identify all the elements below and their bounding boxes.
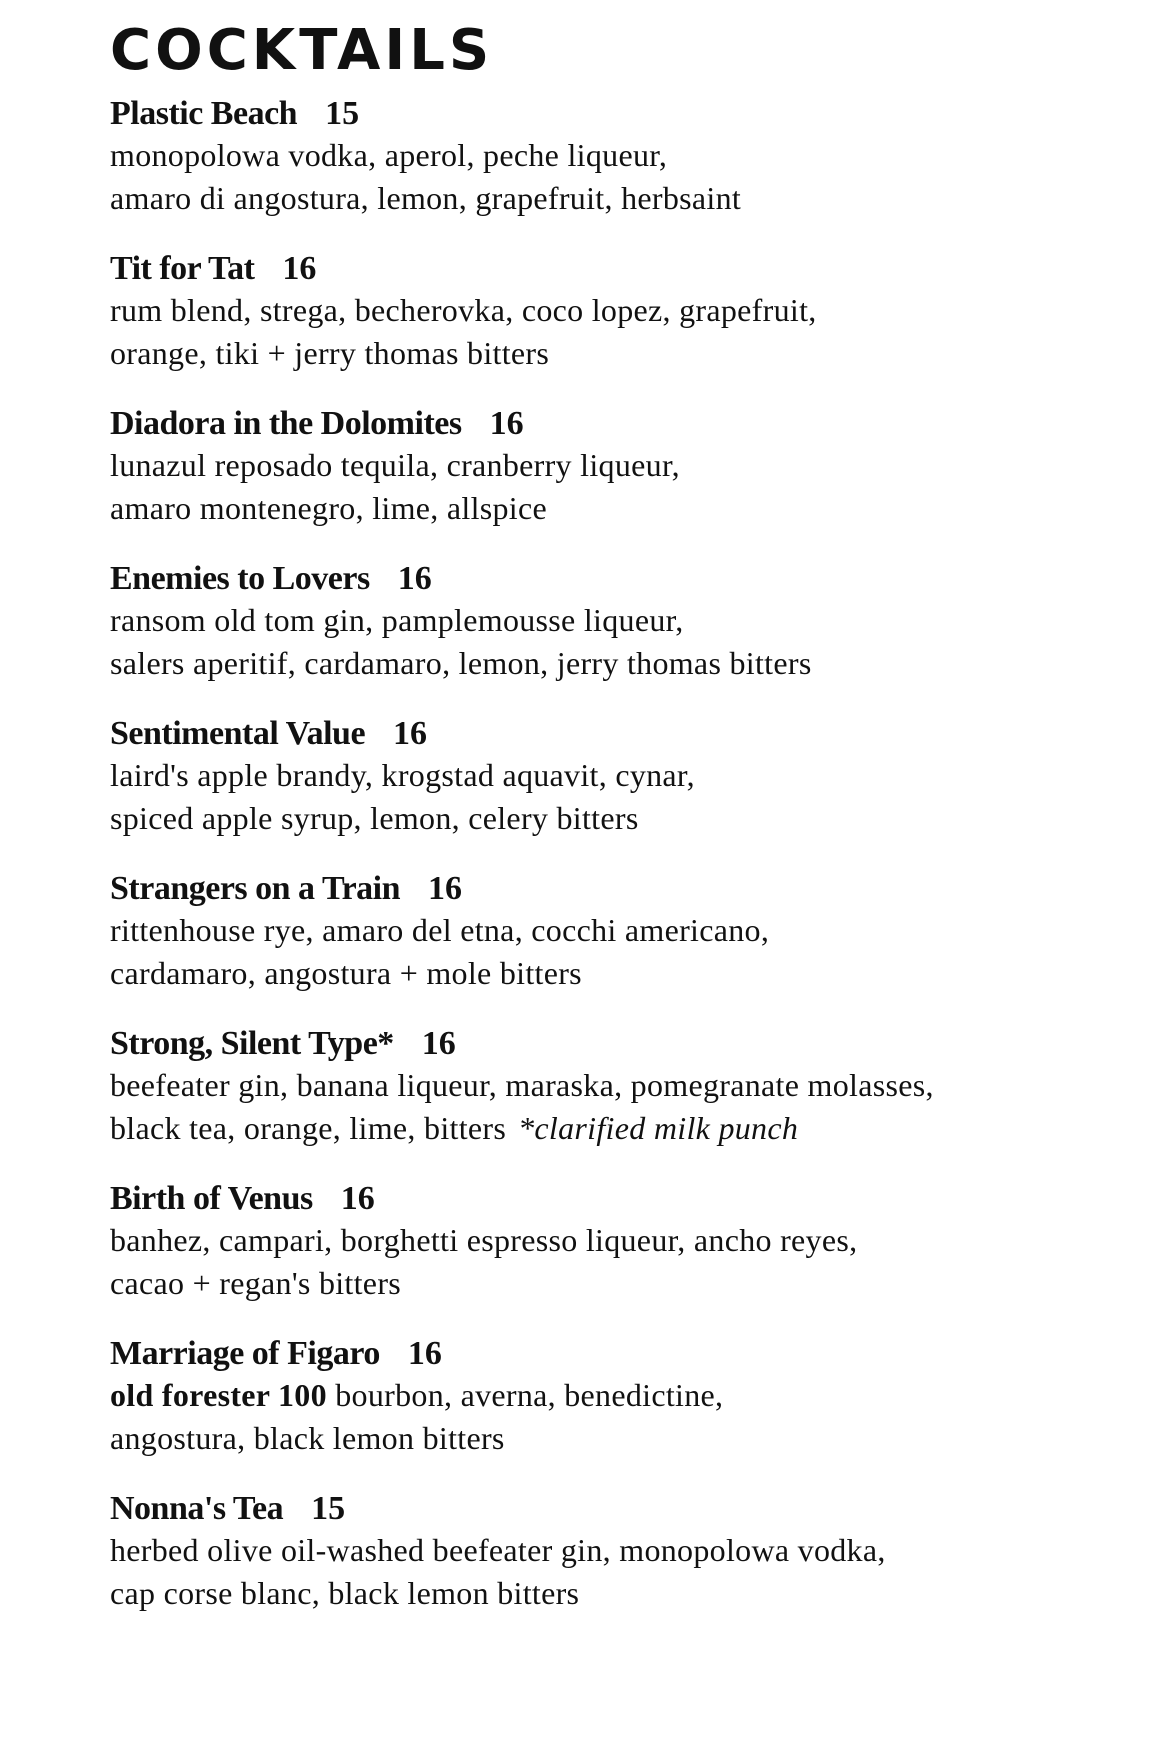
ingredients-line-with-note xyxy=(110,1107,1130,1150)
menu-item-price: 16 xyxy=(407,1335,442,1372)
ingredients-line: herbed olive oil-washed beefeater gin, monopolowa vodka, xyxy=(110,1532,886,1568)
menu-item-name: Sentimental Value xyxy=(110,715,366,752)
menu-item-heading xyxy=(110,714,1130,754)
menu-item-name: Tit for Tat xyxy=(110,250,255,287)
ingredients-line: ransom old tom gin, pamplemousse liqueur, xyxy=(110,602,684,638)
menu-item-name: Marriage of Figaro xyxy=(110,1335,380,1372)
menu-item-price: 16 xyxy=(393,715,428,752)
ingredients-line: amaro di angostura, lemon, grapefruit, herbsaint xyxy=(110,180,742,216)
menu-item-heading xyxy=(110,1489,1130,1529)
menu-item-heading xyxy=(110,249,1130,289)
menu-item-ingredients xyxy=(110,599,1130,685)
menu-item-ingredients xyxy=(110,909,1130,995)
menu-item-footnote: *clarified milk punch xyxy=(518,1110,799,1146)
menu-item-price: 16 xyxy=(421,1025,456,1062)
menu-item-name: Strong, Silent Type* xyxy=(110,1025,394,1062)
menu-item-ingredients xyxy=(110,1529,1130,1615)
menu-item-ingredients xyxy=(110,1064,1130,1150)
menu-item-heading xyxy=(110,1024,1130,1064)
menu-item-heading xyxy=(110,559,1130,599)
menu-item-name: Nonna's Tea xyxy=(110,1490,284,1527)
menu-title: COCKTAILS xyxy=(110,18,494,83)
menu-item-price: 15 xyxy=(325,95,360,132)
menu-item-name: Strangers on a Train xyxy=(110,870,401,907)
ingredients-text: black tea, orange, lime, bitters xyxy=(110,1110,507,1146)
ingredients-text: bourbon, averna, benedictine, xyxy=(335,1377,724,1413)
menu-item-birth-of-venus xyxy=(110,1179,1130,1305)
menu-item-tit-for-tat xyxy=(110,249,1130,375)
menu-item-heading xyxy=(110,1334,1130,1374)
menu-item-enemies-to-lovers xyxy=(110,559,1130,685)
menu-item-name: Plastic Beach xyxy=(110,95,298,132)
ingredients-line: cacao + regan's bitters xyxy=(110,1265,402,1301)
menu-item-ingredients xyxy=(110,444,1130,530)
menu-item-marriage-of-figaro xyxy=(110,1334,1130,1460)
ingredients-line: beefeater gin, banana liqueur, maraska, pomegranate molasses, xyxy=(110,1067,934,1103)
menu-item-price: 16 xyxy=(489,405,524,442)
ingredients-line: banhez, campari, borghetti espresso liqueur, ancho reyes, xyxy=(110,1222,858,1258)
menu-item-ingredients xyxy=(110,134,1130,220)
ingredients-line: monopolowa vodka, aperol, peche liqueur, xyxy=(110,137,668,173)
ingredients-line: lunazul reposado tequila, cranberry liqueur, xyxy=(110,447,680,483)
menu-item-heading xyxy=(110,869,1130,909)
ingredients-line: rittenhouse rye, amaro del etna, cocchi americano, xyxy=(110,912,770,948)
cocktail-menu xyxy=(110,18,1130,1644)
ingredients-line: spiced apple syrup, lemon, celery bitters xyxy=(110,800,639,836)
menu-item-name: Enemies to Lovers xyxy=(110,560,370,597)
menu-item-ingredients xyxy=(110,1374,1130,1460)
ingredients-line: laird's apple brandy, krogstad aquavit, cynar, xyxy=(110,757,695,793)
ingredients-line: rum blend, strega, becherovka, coco lopez, grapefruit, xyxy=(110,292,817,328)
menu-item-price: 15 xyxy=(311,1490,346,1527)
menu-item-strong-silent-type xyxy=(110,1024,1130,1150)
menu-item-ingredients xyxy=(110,289,1130,375)
menu-item-sentimental-value xyxy=(110,714,1130,840)
menu-item-heading xyxy=(110,1179,1130,1219)
ingredients-line: cardamaro, angostura + mole bitters xyxy=(110,955,582,991)
ingredients-line: orange, tiki + jerry thomas bitters xyxy=(110,335,550,371)
ingredients-line: cap corse blanc, black lemon bitters xyxy=(110,1575,580,1611)
ingredients-line: angostura, black lemon bitters xyxy=(110,1420,505,1456)
menu-item-price: 16 xyxy=(340,1180,375,1217)
menu-item-ingredients xyxy=(110,1219,1130,1305)
menu-item-heading xyxy=(110,94,1130,134)
menu-item-plastic-beach xyxy=(110,94,1130,220)
menu-item-price: 16 xyxy=(397,560,432,597)
menu-item-name: Birth of Venus xyxy=(110,1180,313,1217)
ingredients-line: amaro montenegro, lime, allspice xyxy=(110,490,548,526)
menu-item-name: Diadora in the Dolomites xyxy=(110,405,462,442)
menu-item-heading xyxy=(110,404,1130,444)
ingredients-line: salers aperitif, cardamaro, lemon, jerry thomas bitters xyxy=(110,645,812,681)
menu-item-ingredients xyxy=(110,754,1130,840)
menu-item-price: 16 xyxy=(282,250,317,287)
menu-item-diadora-in-the-dolomites xyxy=(110,404,1130,530)
menu-item-strangers-on-a-train xyxy=(110,869,1130,995)
menu-item-nonnas-tea xyxy=(110,1489,1130,1615)
ingredients-lead: old forester 100 xyxy=(110,1377,327,1413)
menu-item-price: 16 xyxy=(428,870,463,907)
ingredients-line-with-lead xyxy=(110,1374,1130,1417)
